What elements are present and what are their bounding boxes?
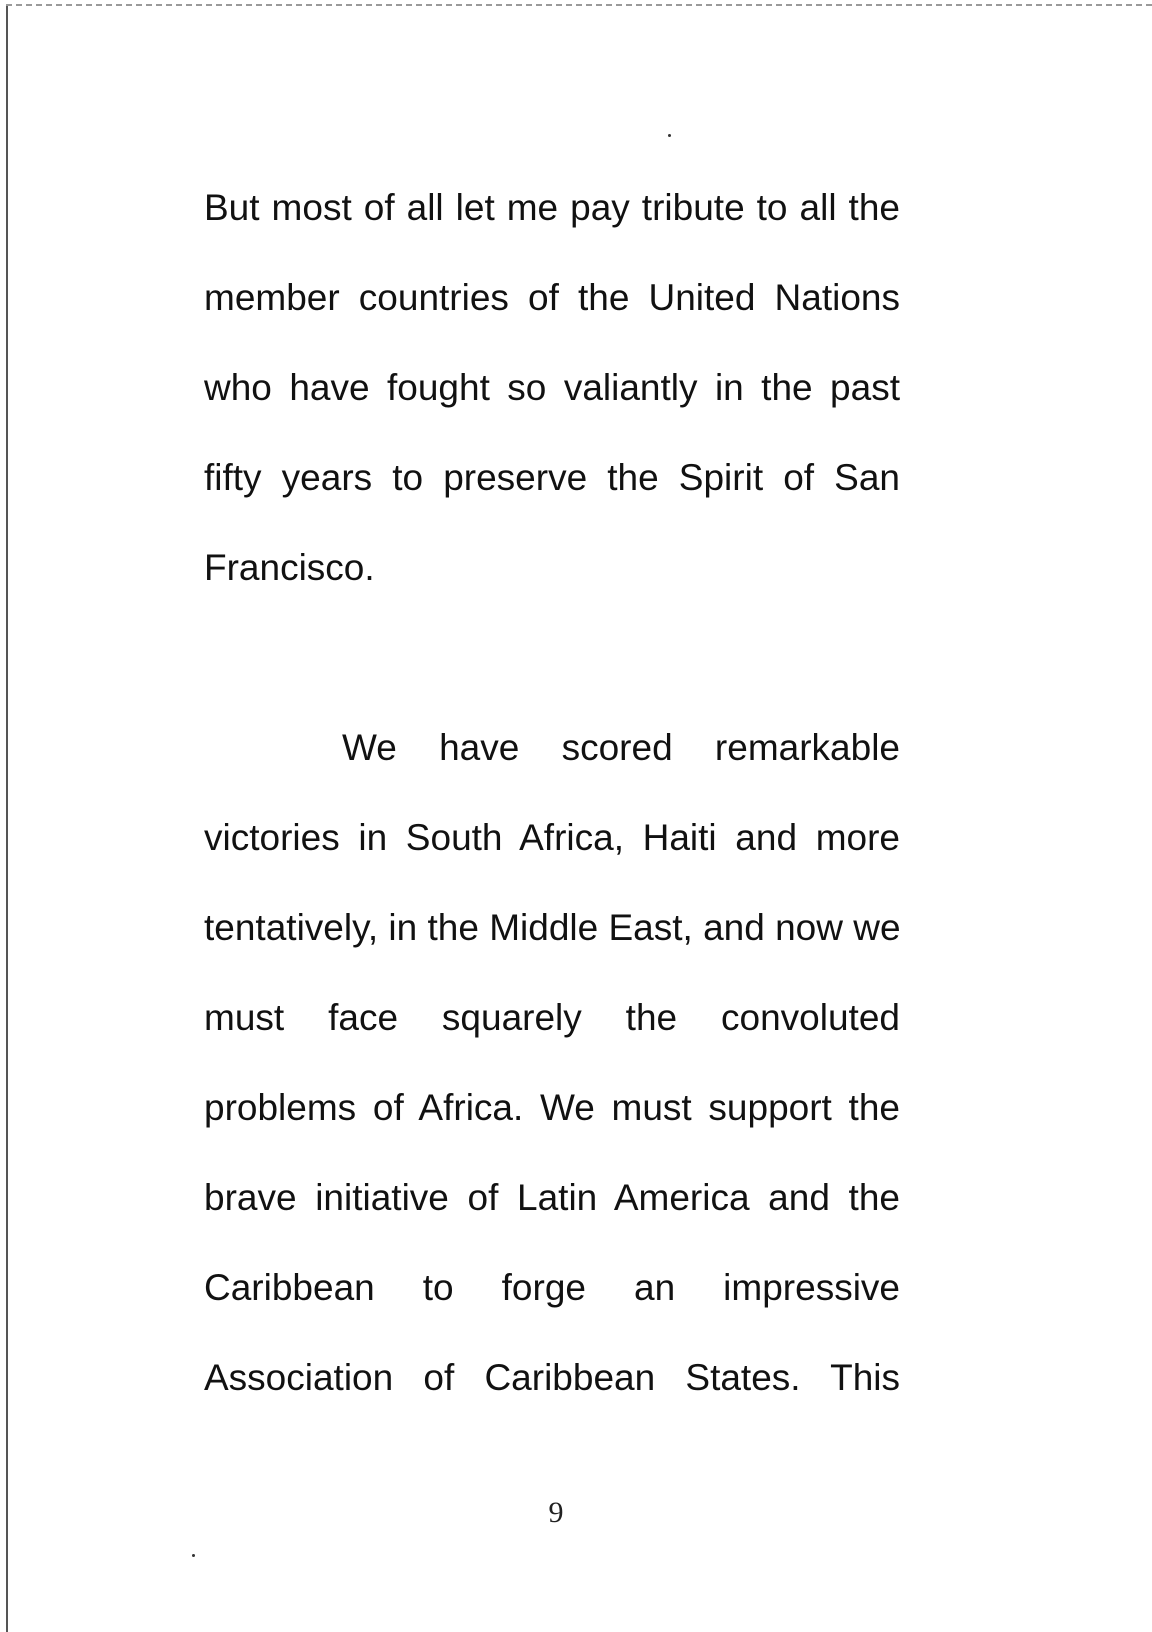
scan-speck (668, 134, 671, 137)
text-line: Association of Caribbean States. This (204, 1357, 900, 1398)
text-line: must face squarely the convoluted (204, 997, 900, 1038)
text-line: member countries of the United Nations (204, 277, 900, 318)
scan-edge-left (6, 6, 8, 1632)
text-line: brave initiative of Latin America and the (204, 1177, 900, 1218)
text-line: But most of all let me pay tribute to all the (204, 187, 900, 228)
text-line: tentatively, in the Middle East, and now we (204, 907, 901, 948)
text-line: who have fought so valiantly in the past (204, 367, 900, 408)
page-number: 9 (548, 1496, 564, 1529)
scan-edge-top (6, 4, 1152, 6)
text-line: We have scored remarkable (342, 727, 900, 768)
text-line: Francisco. (204, 547, 375, 588)
text-line: fifty years to preserve the Spirit of San (204, 457, 900, 498)
scan-speck (192, 1554, 195, 1557)
text-line: problems of Africa. We must support the (204, 1087, 900, 1128)
text-line: victories in South Africa, Haiti and more (204, 817, 900, 858)
text-line: Caribbean to forge an impressive (204, 1267, 900, 1308)
